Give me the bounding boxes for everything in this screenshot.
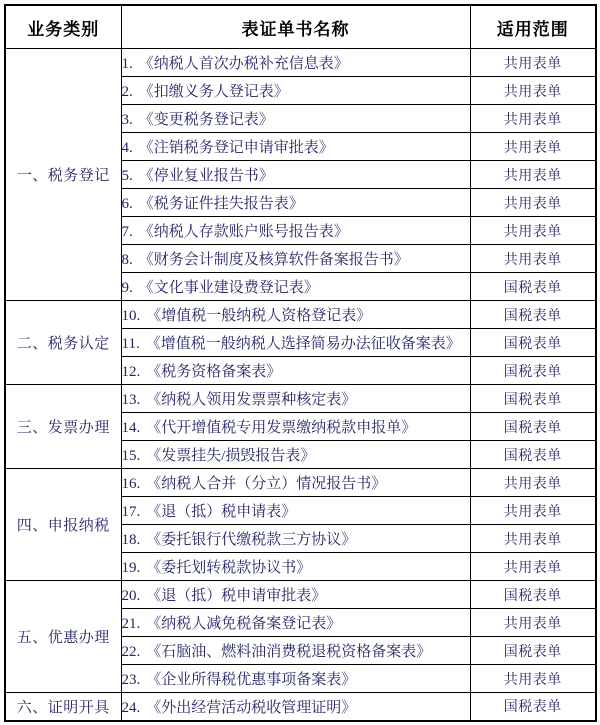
- table-row: [5, 469, 596, 497]
- form-title: 《税务证件挂失报告表》: [138, 196, 304, 212]
- scope-cell: 共用表单: [470, 497, 596, 525]
- form-name-cell: [121, 693, 470, 721]
- category-cell: 二、税务认定: [5, 301, 121, 385]
- form-title: 《纳税人领用发票票种核定表》: [146, 392, 357, 408]
- form-name-cell: [121, 609, 470, 637]
- category-cell: 三、发票办理: [5, 385, 121, 469]
- form-title: 《文化事业建设费登记表》: [138, 280, 319, 296]
- tax-forms-table: [4, 4, 597, 722]
- table-row: [5, 385, 596, 413]
- scope-cell: 共用表单: [470, 133, 596, 161]
- scope-cell: 共用表单: [470, 161, 596, 189]
- form-title: 《外出经营活动税收管理证明》: [146, 699, 357, 716]
- row-number: 12.: [121, 364, 141, 380]
- scope-cell: 共用表单: [470, 49, 596, 77]
- form-name-cell: [121, 581, 470, 609]
- form-name-cell: [121, 637, 470, 665]
- row-number: 20.: [121, 588, 141, 604]
- scope-cell: 共用表单: [470, 469, 596, 497]
- form-title: 《停业复业报告书》: [138, 168, 274, 184]
- row-number: 24.: [121, 699, 141, 716]
- table-row: [5, 49, 596, 77]
- form-title: 《委托划转税款协议书》: [146, 560, 312, 576]
- row-number: 2.: [121, 84, 133, 100]
- form-name-cell: [121, 245, 470, 273]
- row-number: 5.: [121, 168, 133, 184]
- form-name-cell: [121, 385, 470, 413]
- form-title: 《变更税务登记表》: [138, 112, 274, 128]
- form-name-cell: [121, 665, 470, 693]
- scope-cell: 共用表单: [470, 77, 596, 105]
- form-name-cell: [121, 413, 470, 441]
- scope-cell: 国税表单: [470, 273, 596, 301]
- scope-cell: 国税表单: [470, 385, 596, 413]
- form-name-cell: [121, 469, 470, 497]
- row-number: 4.: [121, 140, 133, 156]
- scope-cell: 国税表单: [470, 329, 596, 357]
- form-title: 《退（抵）税申请表》: [146, 504, 297, 520]
- category-cell: 五、优惠办理: [5, 581, 121, 693]
- form-title: 《财务会计制度及核算软件备案报告书》: [138, 252, 409, 268]
- header-business-category: 业务类别: [5, 5, 121, 49]
- row-number: 11.: [121, 336, 140, 352]
- scope-cell: 共用表单: [470, 245, 596, 273]
- form-title: 《增值税一般纳税人资格登记表》: [146, 308, 372, 324]
- row-number: 18.: [121, 532, 141, 548]
- table-header-row: [5, 5, 596, 49]
- form-title: 《注销税务登记申请审批表》: [138, 140, 334, 156]
- form-name-cell: [121, 77, 470, 105]
- row-number: 9.: [121, 280, 133, 296]
- row-number: 23.: [121, 672, 141, 688]
- form-title: 《代开增值税专用发票缴纳税款申报单》: [146, 420, 417, 436]
- row-number: 14.: [121, 420, 141, 436]
- row-number: 21.: [121, 616, 141, 632]
- row-number: 19.: [121, 560, 141, 576]
- form-title: 《扣缴义务人登记表》: [138, 84, 289, 100]
- form-title: 《纳税人合并（分立）情况报告书》: [146, 476, 387, 492]
- table-row: [5, 301, 596, 329]
- form-title: 《纳税人首次办税补充信息表》: [138, 56, 349, 72]
- row-number: 16.: [121, 476, 141, 492]
- row-number: 1.: [121, 56, 133, 72]
- row-number: 3.: [121, 112, 133, 128]
- form-title: 《企业所得税优惠事项备案表》: [146, 672, 357, 688]
- scope-cell: 共用表单: [470, 189, 596, 217]
- form-title: 《发票挂失/损毁报告表》: [146, 448, 316, 464]
- scope-cell: 共用表单: [470, 525, 596, 553]
- scope-cell: 国税表单: [470, 693, 596, 721]
- category-cell: 一、税务登记: [5, 49, 121, 301]
- form-title: 《税务资格备案表》: [146, 364, 282, 380]
- form-name-cell: [121, 329, 470, 357]
- scope-cell: 国税表单: [470, 357, 596, 385]
- form-title: 《纳税人减免税备案登记表》: [146, 616, 342, 632]
- form-name-cell: [121, 105, 470, 133]
- scope-cell: 国税表单: [470, 581, 596, 609]
- form-name-cell: [121, 217, 470, 245]
- form-name-cell: [121, 161, 470, 189]
- form-name-cell: [121, 189, 470, 217]
- header-form-name: 表证单书名称: [121, 5, 470, 49]
- table-body: [5, 49, 596, 721]
- form-title: 《退（抵）税申请审批表》: [146, 588, 327, 604]
- scope-cell: 国税表单: [470, 413, 596, 441]
- row-number: 17.: [121, 504, 141, 520]
- form-title: 《纳税人存款账户账号报告表》: [138, 224, 349, 240]
- form-name-cell: [121, 553, 470, 581]
- form-name-cell: [121, 497, 470, 525]
- row-number: 7.: [121, 224, 133, 240]
- scope-cell: 国税表单: [470, 637, 596, 665]
- form-name-cell: [121, 525, 470, 553]
- row-number: 22.: [121, 644, 141, 660]
- scope-cell: 共用表单: [470, 217, 596, 245]
- scope-cell: 国税表单: [470, 301, 596, 329]
- form-name-cell: [121, 49, 470, 77]
- scope-cell: 国税表单: [470, 441, 596, 469]
- row-number: 13.: [121, 392, 141, 408]
- table-row: [5, 581, 596, 609]
- form-name-cell: [121, 357, 470, 385]
- category-cell: 四、申报纳税: [5, 469, 121, 581]
- row-number: 15.: [121, 448, 141, 464]
- row-number: 10.: [121, 308, 141, 324]
- form-name-cell: [121, 273, 470, 301]
- form-name-cell: [121, 301, 470, 329]
- category-cell: 六、证明开具: [5, 693, 121, 721]
- header-scope: 适用范围: [470, 5, 596, 49]
- row-number: 6.: [121, 196, 133, 212]
- scope-cell: 共用表单: [470, 609, 596, 637]
- scope-cell: 共用表单: [470, 105, 596, 133]
- form-title: 《委托银行代缴税款三方协议》: [146, 532, 357, 548]
- scope-cell: 共用表单: [470, 553, 596, 581]
- form-name-cell: [121, 441, 470, 469]
- scope-cell: 共用表单: [470, 665, 596, 693]
- form-title: 《增值税一般纳税人选择简易办法征收备案表》: [145, 336, 461, 352]
- form-name-cell: [121, 133, 470, 161]
- table-row: [5, 693, 596, 721]
- form-title: 《石脑油、燃料油消费税退税资格备案表》: [146, 644, 432, 660]
- row-number: 8.: [121, 252, 133, 268]
